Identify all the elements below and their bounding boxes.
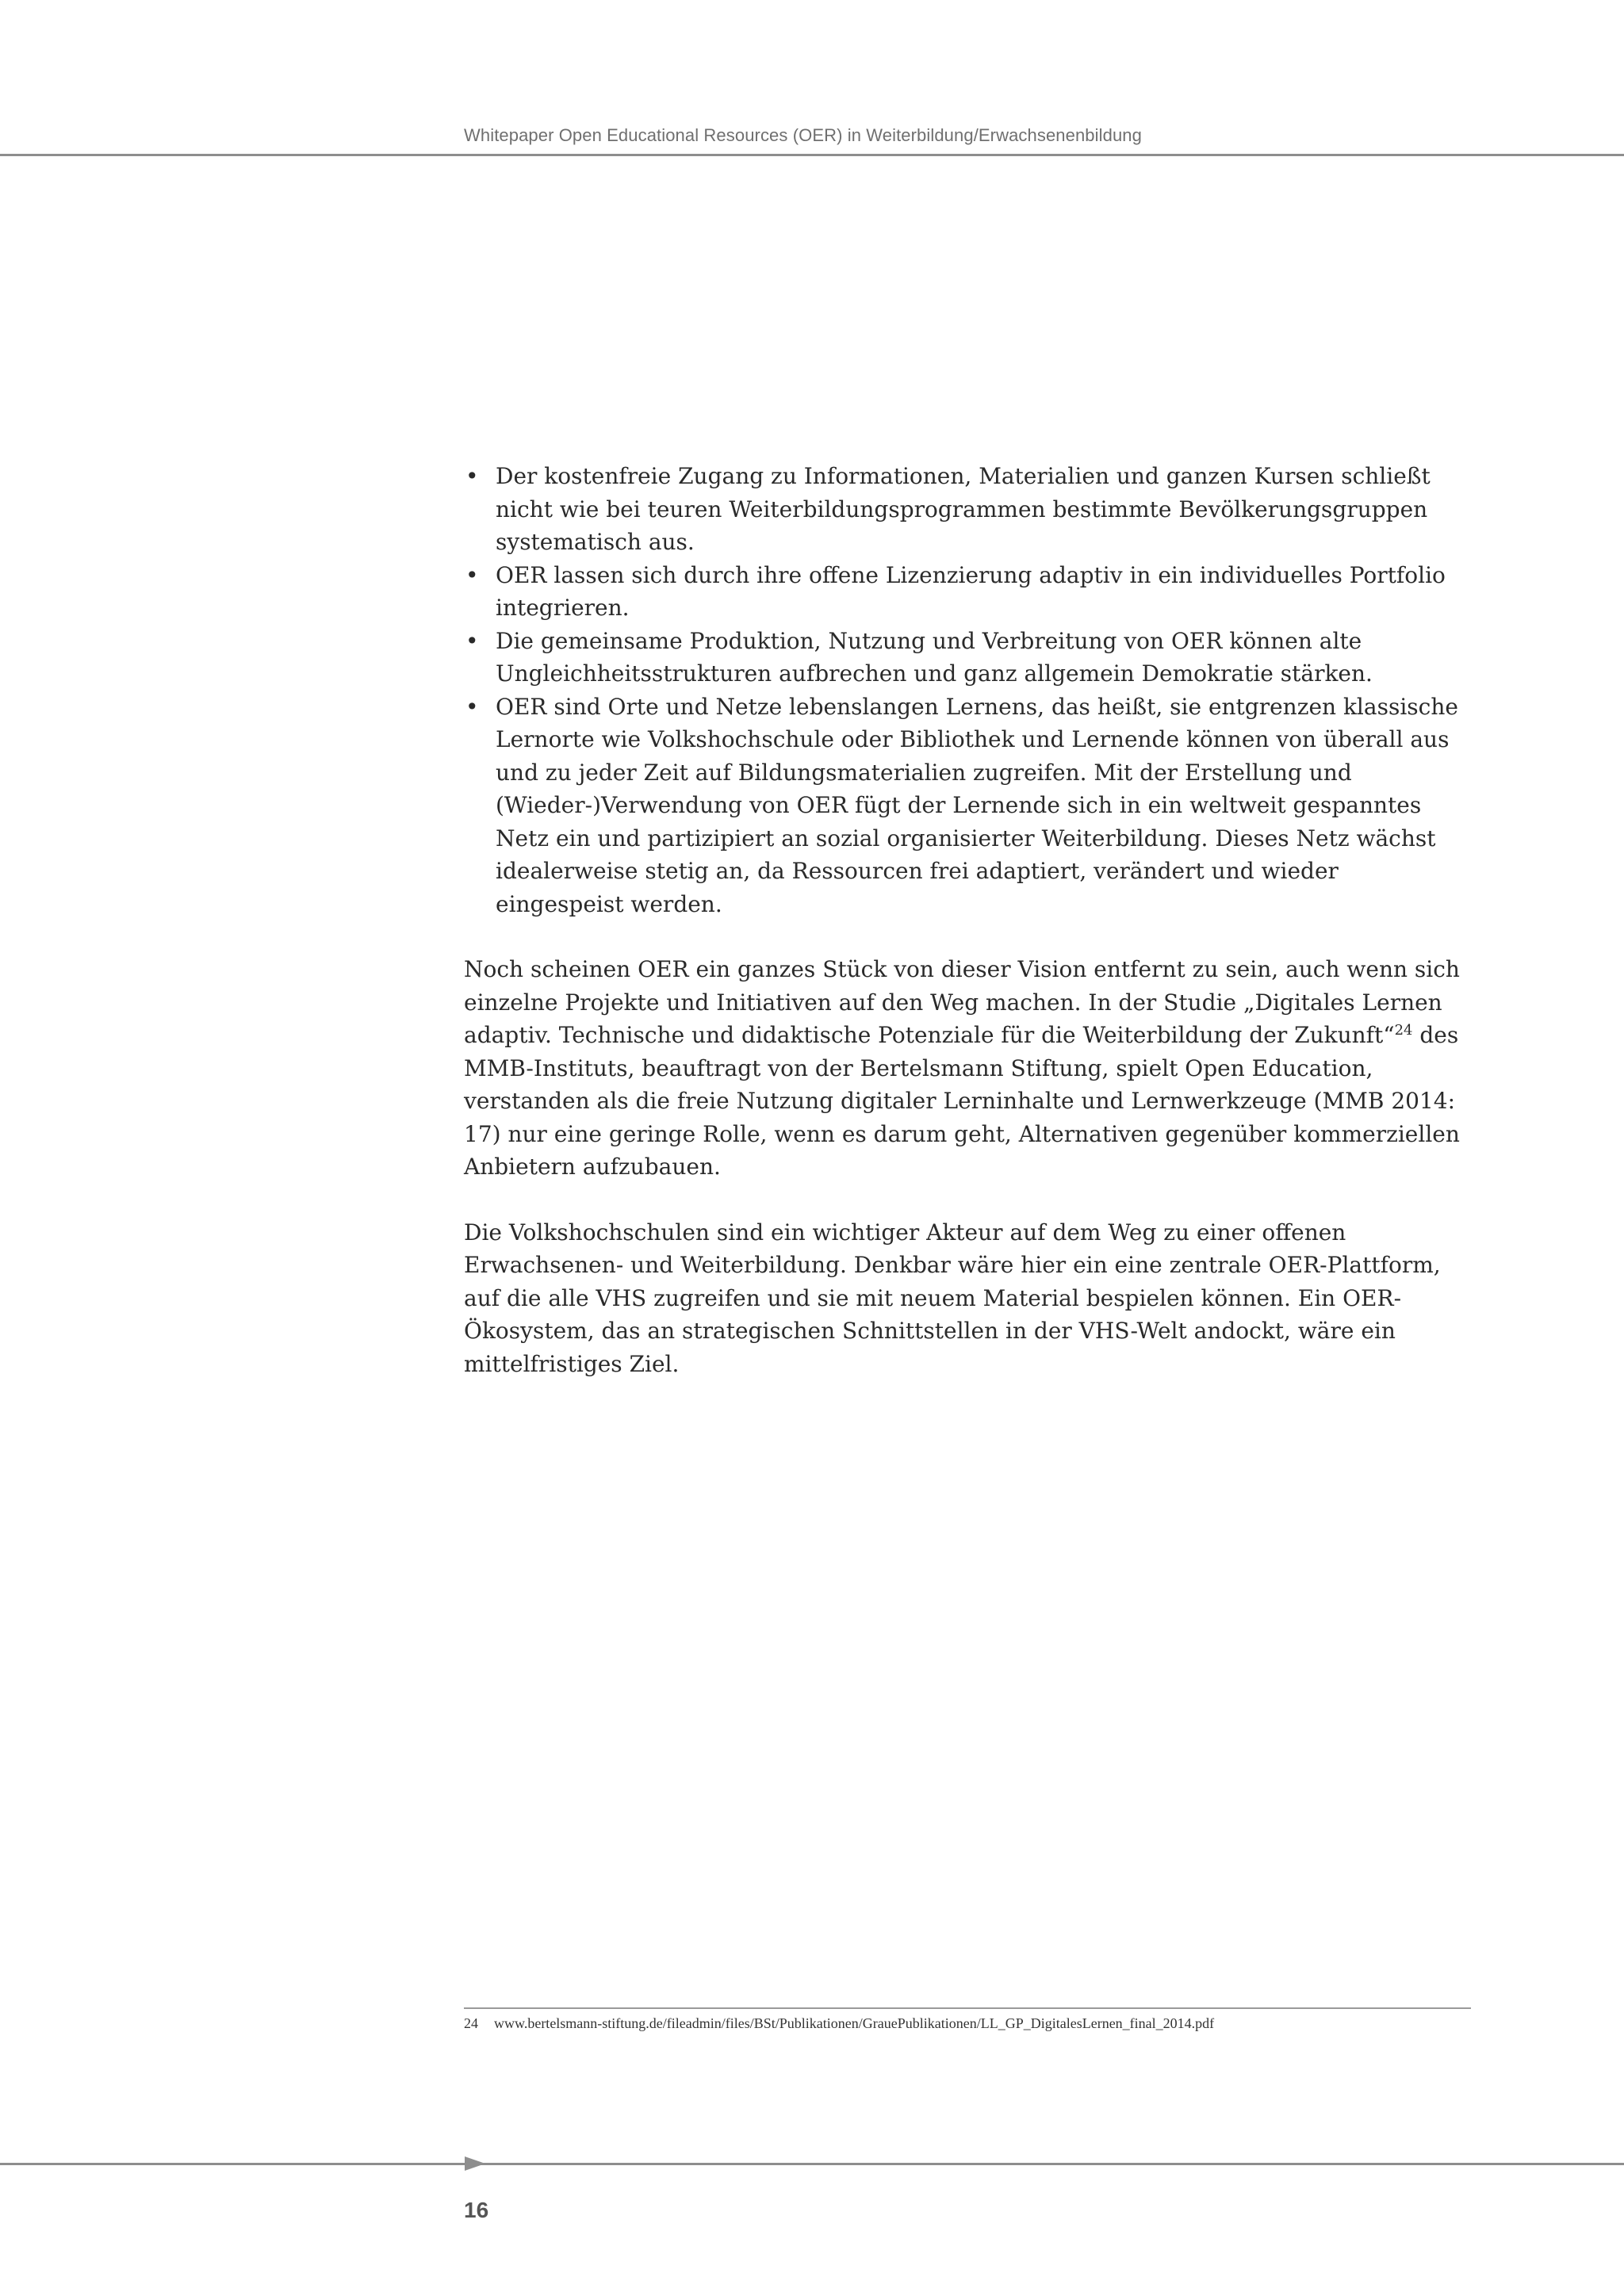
bullet-text: Die gemeinsame Produktion, Nutzung und Verbreitung von OER können alte Ungleichheitsstrukturen aufbrechen und ganz allgemein Demokratie stärken.: [496, 627, 1373, 687]
bullet-item: [464, 625, 1471, 691]
bullet-dot: •: [465, 561, 479, 588]
bullet-dot: •: [465, 693, 479, 720]
footnote: [464, 2015, 1214, 2032]
bullet-item: [464, 559, 1471, 625]
footer-rule: [0, 2163, 1624, 2165]
arrow-icon: [465, 2156, 485, 2171]
paragraph-text: des MMB-Instituts, beauftragt von der Bertelsmann Stiftung, spielt Open Education, verstanden als die freie Nutzung digitaler Lerninhalte und Lernwerkzeuge (MMB 2014: 17) nur eine geringe Rolle, wenn es darum geht, Alternativen gegenüber kommerziellen Anbietern aufzubauen.: [464, 1022, 1460, 1180]
bullet-list: [464, 460, 1471, 920]
header-rule: [0, 154, 1624, 156]
bullet-text: Der kostenfreie Zugang zu Informationen, Materialien und ganzen Kursen schließt nicht wie bei teuren Weiterbildungsprogrammen bestimmte Bevölkerungsgruppen systematisch aus.: [496, 463, 1431, 555]
page-number: 16: [464, 2198, 489, 2222]
paragraph-digital-learning: [464, 953, 1471, 1184]
bullet-text: OER lassen sich durch ihre offene Lizenzierung adaptiv in ein individuelles Portfolio integrieren.: [496, 561, 1446, 621]
footnote-number: 24: [464, 2015, 478, 2031]
paragraph-text: Noch scheinen OER ein ganzes Stück von dieser Vision entfernt zu sein, auch wenn sich einzelne Projekte und Initiativen auf den Weg machen. In der Studie „Digitales Lernen adaptiv. Technische und didaktische Potenziale für die Weiterbildung der Zukunft“: [464, 956, 1460, 1048]
bullet-text: OER sind Orte und Netze lebenslangen Lernens, das heißt, sie entgrenzen klassische Lernorte wie Volkshochschule oder Bibliothek und Lernende können von überall aus und zu jeder Zeit auf Bildungsmaterialien zugreifen. Mit der Erstellung und (Wieder-)Verwendung von OER fügt der Lernende sich in ein weltweit gespanntes Netz ein und partizipiert an sozial organisierter Weiterbildung. Dieses Netz wächst idealerweise stetig an, da Ressourcen frei adaptiert, verändert und wieder eingespeist werden.: [496, 693, 1458, 917]
main-text: [464, 460, 1471, 1380]
bullet-dot: •: [465, 463, 479, 489]
footnote-reference[interactable]: 24: [1394, 1022, 1413, 1039]
footnote-url[interactable]: www.bertelsmann-stiftung.de/fileadmin/files/BSt/Publikationen/GrauePublikationen/LL_GP_DigitalesLernen_final_2014.pdf: [494, 2015, 1215, 2031]
footnote-rule: [464, 2007, 1471, 2009]
paragraph-vhs: Die Volkshochschulen sind ein wichtiger Akteur auf dem Weg zu einer offenen Erwachsenen- und Weiterbildung. Denkbar wäre hier ein eine zentrale OER-Plattform, auf die alle VHS zugreifen und sie mit neuem Material bespielen können. Ein OER-Ökosystem, das an strategischen Schnittstellen in der VHS-Welt andockt, wäre ein mittelfristiges Ziel.: [464, 1219, 1441, 1377]
bullet-dot: •: [465, 627, 479, 654]
bullet-item: [464, 460, 1471, 559]
running-header: Whitepaper Open Educational Resources (OER) in Weiterbildung/Erwachsenenbildung: [464, 125, 1142, 145]
bullet-item: [464, 691, 1471, 921]
